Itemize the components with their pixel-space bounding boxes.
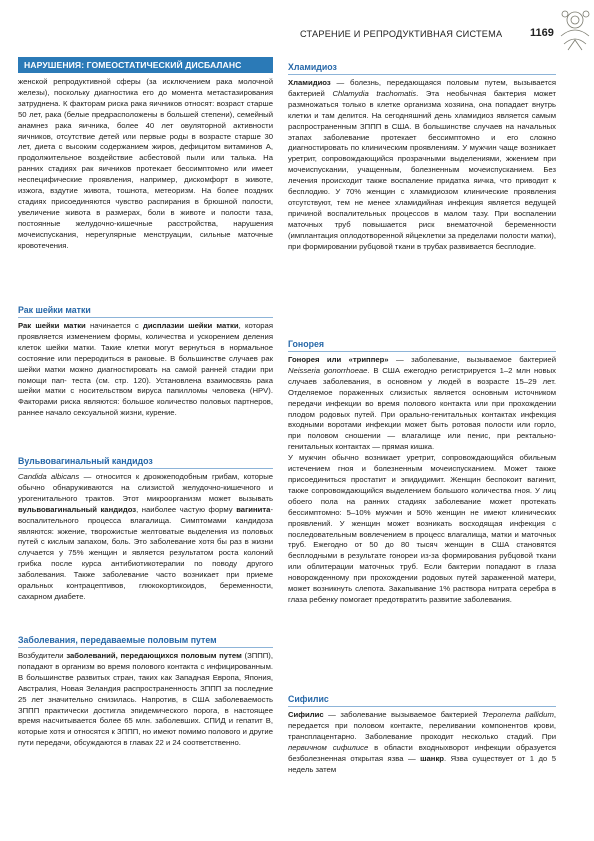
paragraph xyxy=(18,651,273,749)
intro-paragraph: женской репродуктивной сферы (за исключением рака молочной железы), поскольку диагностика его до момента метастазирования затруднена. К факторам риска рака яичников относят: возраст старше 50 лет, рака (белые предрасположены в большей степени), семейный анамнез рака яичника, более 40 лет овуляторной активности яичников, отсутствие детей или первые роды в возрасте старше 30 лет, диета с высоким содержанием жиров, дефицитом витаминов A, продолжительное воздействие асбестовой пыли или талька. На ранних стадиях рак яичников протекает бессимптомно или имеет неспецифические проявления, например, дискомфорт в животе, изжога, вздутие живота, тошнота, метеоризм. На более поздних стадиях присоединяются чувство распирания в брюшной полости, увеличение живота в размерах, боли в животе и полости таза, постоянные желудочно-кишечные расстройства, нарушения мочеиспускания, нерегулярные менструации, сильные маточные кровотечения. xyxy=(18,77,273,250)
term: вагинита xyxy=(236,504,271,514)
text: , наиболее частую форму xyxy=(136,504,237,514)
text: в области входныхворот инфекции образуется безболезненная открытая язва — xyxy=(288,742,556,763)
text: (ЗППП), попадают в организм во время полового контакта с инфицированным. В большинстве развитых стран, таких как Западная Европа, Япония, Австралия, Новая Зеландия распространенность ЗППП за последние 25 лет значительно снизилась. Напротив, в США заболеваемость ЗППП практически достигла эпидемического порога, в настоящее время насчитывается более 65 млн. заболевших. СПИД и гепатит B, которые хотя и относятся к ЗППП, но имеют помимо полового и другие пути передачи, обсуждаются в главах 22 и 24 соответственно. xyxy=(18,651,273,748)
paragraph xyxy=(288,355,556,453)
section-syphilis xyxy=(288,693,556,775)
term: Хламидиоз xyxy=(288,78,331,87)
term: вульвовагинальный кандидоз xyxy=(18,504,137,514)
term: Рак шейки матки xyxy=(18,321,86,330)
running-header: СТАРЕНИЕ И РЕПРОДУКТИВНАЯ СИСТЕМА xyxy=(300,29,503,39)
section-candidiasis xyxy=(18,455,273,603)
paragraph xyxy=(18,472,273,603)
paragraph xyxy=(18,321,273,419)
term: Гонорея или «триппер» xyxy=(288,355,389,364)
text: — заболевание, вызываемое бактерией xyxy=(388,355,556,364)
section-cervical-cancer xyxy=(18,304,273,419)
section-heading: Вульвовагинальный кандидоз xyxy=(18,455,273,469)
section-chlamydia xyxy=(288,61,556,253)
species-name: Neisseria gonorrhoeae xyxy=(288,365,368,375)
text: , передается при половом контакте, переливании компонентов крови, трансплацентарно. Заболевание проходит несколько стадий. При xyxy=(288,710,556,741)
section-heading: Хламидиоз xyxy=(288,61,556,75)
text: — относится к дрожжеподобным грибам, которые обычно обнаруживаются на слизистой желудочно-кишечного и урогенитального трактов. Этот микроорганизм может вызывать xyxy=(18,472,273,503)
section-heading: Гонорея xyxy=(288,338,556,352)
page-number: 1169 xyxy=(530,27,554,39)
text: начинается с xyxy=(85,321,143,330)
species-name: Candida albicans xyxy=(18,472,80,481)
text: . Эта необычная бактерия может размножаться только в клетке организма хозяина, она попадает внутрь клетки и там делится. На сегодняшний день хламидиоз является самым распространенным ЗППП в США. В большинстве случаев на начальных этапах заболевание протекает бессимптомно и его сложно диагностировать по клиническим проявлениям. У мужчин чаще возникает уретрит, сопровождающийся прозрачными выделениями, жжением при мочеиспускании, учащенным, болезненным мочеиспусканием. Без лечения происходит также воспаление придатка яичка, что приводит к бесплодию. У 70% женщин с хламидиозом клинические проявления отсутствуют, тем не менее хламидийная инфекция является ведущей причиной воспалительных процессов в малом тазу. При воспалении маточных труб повышается риск внематочной беременности (имплантация оплодотворенной яйцеклетки за пределами полости матки), при формировании рубцовой ткани в трубах развивается бесплодие. xyxy=(288,88,556,251)
term: шанкр xyxy=(420,753,444,763)
text: Возбудители xyxy=(18,651,67,660)
species-name: Treponema pallidum xyxy=(481,710,554,719)
term-italic: первичном сифилисе xyxy=(288,742,369,752)
text: — болезнь, передающаяся половым путем, вызывается бактерией xyxy=(288,78,556,98)
section-gonorrhea xyxy=(288,338,556,606)
section-heading: Заболевания, передаваемые половым путем xyxy=(18,634,273,648)
section-std xyxy=(18,634,273,749)
decorative-ornament-icon xyxy=(556,6,594,52)
species-name: Chlamydia trachomatis xyxy=(332,88,417,98)
term: дисплазии шейки матки xyxy=(142,321,239,330)
text: . Язва существует от 1 до 5 недель затем xyxy=(288,753,556,774)
text: - воспалительного процесса влагалища. Симптомами кандидоза являются: жжение, творожистые желтоватые выделения из половых путей с кислым запахом, боль. Это заболевание хотя бы раз в жизни случается у 75% женщин и является результатом роста колоний грибка после курса антибиотикотерапии по поводу другого заболевания. Также заболевание часто возникает при приеме оральных контрацептивов, глюкокортикоидов, беременности, сахарном диабете. xyxy=(18,504,273,601)
paragraph xyxy=(288,710,556,775)
text: . В США ежегодно регистрируется 1–2 млн новых случаев заболевания, в основном у людей в возрасте 15–29 лет. Отделяемое пораженных слизистых является основным источником передачи инфекции во время полового контакта или при прохождении плодом родовых путей. При орально-генитальных контактах инфекция входными воротами инфекции может быть ротовая полости или горло, при половом сношении — влагалище или пенис, при ректально-генитальных контактах — прямая кишка. xyxy=(288,365,556,452)
text: , которая проявляется изменением формы, количества и ускорением деления клеток шейки матки. Такие клетки могут вернуться в нормальное состояние или переродиться в раковые. В большинстве случаев рак шейки матки можно диагностировать на самой ранней стадии при помощи пап- теста (см. стр. 120). Установлена взаимосвязь рака шейки матки с носительством вируса папилломы человека (HPV). Факторами риска являются: большое количество половых партнеров, раннее начало сексуальной жизни, курение. xyxy=(18,321,273,418)
term: заболеваний, передающихся половым путем xyxy=(66,651,242,660)
term: Сифилис xyxy=(288,710,324,719)
paragraph: У мужчин обычно возникает уретрит, сопровождающийся обильным истечением гноя и болезненным мочеиспусканием. Может также присоединиться простатит и эпидидимит. Женщин беспокоит вагинит, также сопровождающийся выделением большого количества гноя. У лиц обоего пола на ранних стадиях заболевание может протекать бессимптомно: 5–10% мужчин и 50% женщин не имеют клинических проявлений. У женщин может возникать восходящая инфекция с последовательным вовлечением в процесс влагалища, матки и маточных труб. Ежегодно от 50 до 80 тысяч женщин в США становятся бесплодными в результате гонореи из-за формирования рубцовой ткани или облитерации маточных труб. Если бактерии попадают в глаза новорожденному при прохождении родовых путей зараженной матери, может возникнуть слепота. Закапывание 1% раствора нитрата серебра в глаза ребенку помогает предотвратить развитие заболевания. xyxy=(288,453,556,604)
section-heading: Сифилис xyxy=(288,693,556,707)
left-intro-text xyxy=(18,77,273,252)
section-heading: Рак шейки матки xyxy=(18,304,273,318)
section-banner: НАРУШЕНИЯ: ГОМЕОСТАТИЧЕСКИЙ ДИСБАЛАНС xyxy=(18,57,273,73)
paragraph xyxy=(288,78,556,253)
text: — заболевание вызываемое бактерией xyxy=(323,710,482,719)
